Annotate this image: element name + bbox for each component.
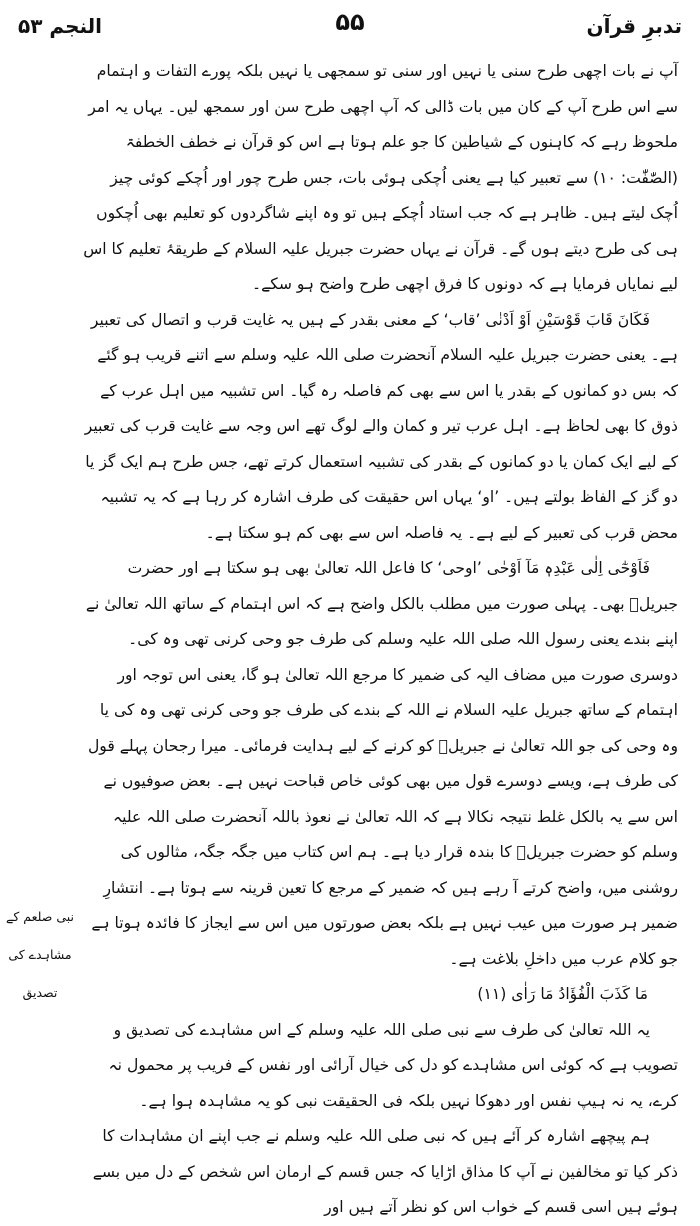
paragraph: ہم پیچھے اشارہ کر آئے ہیں کہ نبی صلی اللہ علیہ وسلم نے جب اپنے ان مشاہدات کا ذکر کیا تو مخالفین نے آپ کا مذاق اڑایا کہ جس قسم کے ارمان اس شخص کے دل میں بسے ہوئے ہیں اسی قسم کے خواب اس کو نظر آتے ہیں اور — [92, 1127, 678, 1216]
main-text — [82, 54, 678, 1216]
margin-note-line: مشاہدے کی — [8, 947, 72, 962]
book-title: تدبرِ قرآن — [586, 14, 682, 38]
page-number: ۵۵ — [335, 8, 365, 36]
margin-note-line: تصدیق — [22, 985, 58, 1000]
paragraph: فَاَوْحٰٓی اِلٰی عَبْدِہٖ مَآ اَوْحٰی ’اوحی‘ کا فاعل اللہ تعالیٰ بھی ہو سکتا ہے اور حضرت جبریلؑ بھی۔ پہلی صورت میں مطلب بالکل واضح ہے کہ اس اہتمام کے ساتھ اللہ تعالیٰ نے اپنے بندے یعنی رسول اللہ صلی اللہ علیہ وسلم کی طرف جو وحی کرنی تھی وہ کی۔ دوسری صورت میں مضاف الیہ کی ضمیر کا مرجع اللہ تعالیٰ ہو گا، یعنی اس توجہ اور اہتمام کے ساتھ جبریل علیہ السلام نے اللہ کے بندے کی طرف جو وحی کرنی تھی وہ کی یا وہ وحی کی جو اللہ تعالیٰ نے جبریلؑ کو کرنے کے لیے ہدایت فرمائی۔ میرا رجحان پہلے قول کی طرف ہے، ویسے دوسرے قول میں بھی کوئی خاص قباحت نہیں ہے۔ بعض صوفیوں نے اس سے یہ بالکل غلط نتیجہ نکالا ہے کہ اللہ تعالیٰ نے نعوذ باللہ آنحضرت صلی اللہ علیہ وسلم کو حضرت جبریلؑ کا بندہ قرار دیا ہے۔ ہم اس کتاب میں جگہ جگہ، مثالوں کی روشنی میں، واضح کرتے آ رہے ہیں کہ ضمیر کے مرجع کا تعین قرینہ سے ہوتا ہے۔ انتشارِ ضمیر ہر صورت میں عیب نہیں ہے بلکہ بعض صورتوں میں اس سے ایجاز کا فائدہ ہوتا ہے جو کلام عرب میں داخلِ بلاغت ہے۔ — [85, 559, 678, 968]
margin-note — [4, 898, 76, 1012]
paragraph: فَکَانَ قَابَ قَوْسَیْنِ اَوْ اَدْنٰی ’قاب‘ کے معنی بقدر کے ہیں یہ غایت قرب و اتصال کی تعبیر ہے۔ یعنی حضرت جبریل علیہ السلام آنحضرت صلی اللہ علیہ وسلم سے اتنے قریب ہو گئے کہ بس دو کمانوں کے بقدر یا اس سے بھی کم فاصلہ رہ گیا۔ اس تشبیہ میں اہل عرب کے ذوق کا بھی لحاظ ہے۔ اہل عرب تیر و کمان والے لوگ تھے اس وجہ سے غایت قرب کی تعبیر کے لیے ایک کمان یا دو کمانوں کے بقدر کی تشبیہ استعمال کرتے تھے، جس طرح ہم ایک گز یا دو گز کے الفاظ بولتے ہیں۔ ’او‘ یہاں اس حقیقت کی طرف اشارہ کر رہا ہے کہ یہ تشبیہ محض قرب کی تعبیر کے لیے ہے۔ یہ فاصلہ اس سے بھی کم ہو سکتا ہے۔ — [84, 310, 678, 542]
verse-heading: مَا کَذَبَ الْفُؤَادُ مَا رَاٰی (۱۱) — [477, 985, 648, 1003]
paragraph: آپ نے بات اچھی طرح سنی یا نہیں اور سنی تو سمجھی یا نہیں بلکہ پورے التفات و اہتمام سے اس طرح آپ کے کان میں بات ڈالی کہ آپ اچھی طرح سن اور سمجھ لیں۔ یہاں یہ امر ملحوظ رہے کہ کاہنوں کے شیاطین کا جو علم ہوتا ہے اس کو قرآن نے خطف الخطفۃ (الصّٰفّٰت: ۱۰) سے تعبیر کیا ہے یعنی اُچکی ہوئی بات، جس طرح چور اور اُچکے کوئی چیز اُچک لیتے ہیں۔ ظاہر ہے کہ جب استاد اُچکے ہیں تو وہ اپنے شاگردوں کو تعلیم بھی اُچکوں ہی کی طرح دیتے ہوں گے۔ قرآن نے یہاں حضرت جبریل علیہ السلام کے طریقۂ تعلیم کا اس لیے نمایاں فرمایا ہے کہ دونوں کا فرق اچھی طرح واضح ہو سکے۔ — [83, 62, 678, 293]
paragraph: یہ اللہ تعالیٰ کی طرف سے نبی صلی اللہ علیہ وسلم کے اس مشاہدے کی تصدیق و تصویب ہے کہ کوئی اس مشاہدے کو دل کی خیال آرائی اور نفس کے فریب پر محمول نہ کرے، یہ نہ ہیپ نفس اور دھوکا نہیں بلکہ فی الحقیقت نبی کو یہ مشاہدہ ہوا ہے۔ — [108, 1020, 678, 1110]
margin-note-line: نبی صلعم کے — [6, 909, 74, 924]
page-header — [18, 6, 682, 46]
surah-title: النجم ۵۳ — [18, 14, 103, 38]
